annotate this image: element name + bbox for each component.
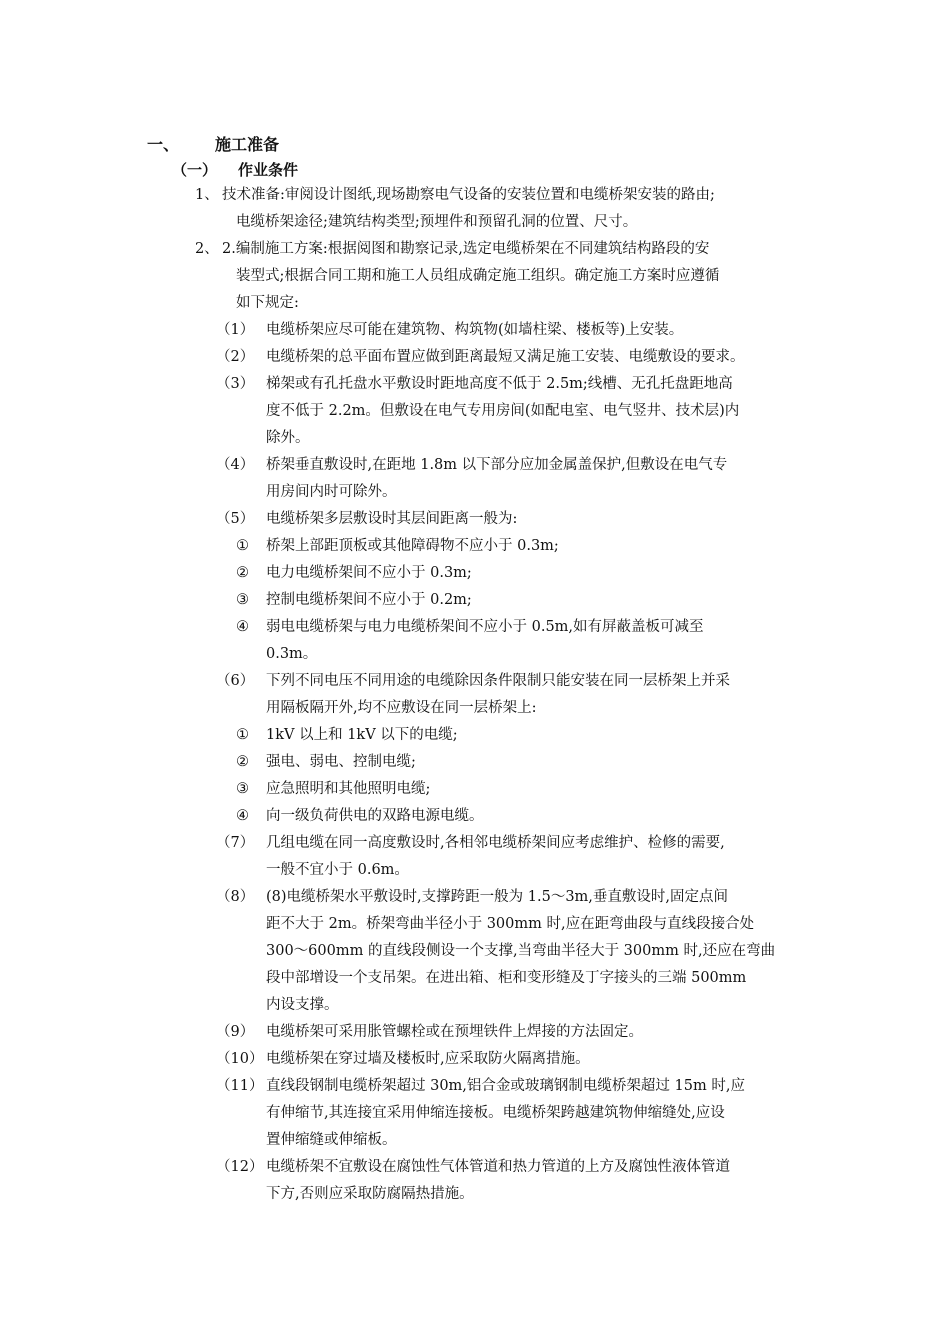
rule-line: 距不大于 2m。桥架弯曲半径小于 300mm 时,应在距弯曲段与直线段接合处 — [266, 916, 755, 932]
rule-marker: （3） — [216, 376, 255, 392]
rule-line: 电缆桥架在穿过墙及楼板时,应采取防火隔离措施。 — [266, 1051, 590, 1067]
rule-line: 梯架或有孔托盘水平敷设时距地高度不低于 2.5m;线槽、无孔托盘距地高 — [266, 376, 733, 392]
rule-marker: （10） — [216, 1051, 264, 1067]
list-item-marker: 2、 — [195, 241, 219, 257]
list-item-line: 2.编制施工方案:根据阅图和勘察记录,选定电缆桥架在不同建筑结构路段的安 — [222, 241, 710, 257]
sub-item-marker: ② — [236, 565, 249, 581]
rule-line: 有伸缩节,其连接宜采用伸缩连接板。电缆桥架跨越建筑物伸缩缝处,应设 — [266, 1105, 725, 1121]
heading-1-text: 施工准备 — [215, 135, 280, 154]
rule-line: 段中部增设一个支吊架。在进出箱、柜和变形缝及丁字接头的三端 500mm — [266, 970, 747, 986]
rule-line: 300～600mm 的直线段侧设一个支撑,当弯曲半径大于 300mm 时,还应在弯曲 — [266, 943, 776, 959]
sub-item-marker: ① — [236, 538, 249, 554]
list-item-marker: 1、 — [195, 187, 219, 203]
rule-line: 置伸缩缝或伸缩板。 — [266, 1132, 397, 1148]
sub-item-marker: ④ — [236, 808, 249, 824]
sub-item-marker: ① — [236, 727, 249, 743]
rule-marker: （12） — [216, 1159, 264, 1175]
list-item-line: 如下规定: — [236, 295, 299, 311]
sub-item-line: 0.3m。 — [266, 646, 318, 662]
rule-line: 电缆桥架不宜敷设在腐蚀性气体管道和热力管道的上方及腐蚀性液体管道 — [266, 1159, 730, 1175]
sub-item-marker: ③ — [236, 781, 249, 797]
rule-line: 电缆桥架多层敷设时其层间距离一般为: — [266, 511, 518, 527]
rule-line: 一般不宜小于 0.6m。 — [266, 862, 409, 878]
sub-item-line: 强电、弱电、控制电缆; — [266, 754, 416, 770]
rule-line: 度不低于 2.2m。但敷设在电气专用房间(如配电室、电气竖井、技术层)内 — [266, 403, 740, 419]
sub-item-line: 电力电缆桥架间不应小于 0.3m; — [266, 565, 472, 581]
rule-line: (8)电缆桥架水平敷设时,支撑跨距一般为 1.5～3m,垂直敷设时,固定点间 — [266, 889, 729, 905]
sub-item-line: 弱电电缆桥架与电力电缆桥架间不应小于 0.5m,如有屏蔽盖板可减至 — [266, 619, 704, 635]
list-item-line: 装型式;根据合同工期和施工人员组成确定施工组织。确定施工方案时应遵循 — [236, 268, 720, 284]
sub-item-line: 向一级负荷供电的双路电源电缆。 — [266, 808, 484, 824]
rule-line: 桥架垂直敷设时,在距地 1.8m 以下部分应加金属盖保护,但敷设在电气专 — [266, 457, 728, 473]
sub-item-marker: ② — [236, 754, 249, 770]
rule-line: 下方,否则应采取防腐隔热措施。 — [266, 1186, 474, 1202]
rule-line: 除外。 — [266, 430, 310, 446]
rule-marker: （9） — [216, 1024, 255, 1040]
heading-1-marker: 一、 — [147, 135, 180, 154]
rule-line: 电缆桥架可采用胀管螺栓或在预埋铁件上焊接的方法固定。 — [266, 1024, 643, 1040]
rule-marker: （2） — [216, 349, 255, 365]
rule-line: 用隔板隔开外,均不应敷设在同一层桥架上: — [266, 700, 537, 716]
rule-marker: （11） — [216, 1078, 264, 1094]
heading-2-text: 作业条件 — [238, 161, 299, 179]
rule-line: 用房间内时可除外。 — [266, 484, 397, 500]
rule-marker: （1） — [216, 322, 255, 338]
rule-line: 直线段钢制电缆桥架超过 30m,铝合金或玻璃钢制电缆桥架超过 15m 时,应 — [266, 1078, 745, 1094]
rule-line: 电缆桥架应尽可能在建筑物、构筑物(如墙柱梁、楼板等)上安装。 — [266, 322, 684, 338]
sub-item-marker: ③ — [236, 592, 249, 608]
sub-item-line: 桥架上部距顶板或其他障碍物不应小于 0.3m; — [266, 538, 559, 554]
rule-line: 几组电缆在同一高度敷设时,各相邻电缆桥架间应考虑维护、检修的需要, — [266, 835, 725, 851]
sub-item-marker: ④ — [236, 619, 249, 635]
sub-item-line: 1kV 以上和 1kV 以下的电缆; — [266, 727, 458, 743]
rule-line: 内设支撑。 — [266, 997, 339, 1013]
rule-line: 下列不同电压不同用途的电缆除因条件限制只能安装在同一层桥架上并采 — [266, 673, 730, 689]
rule-marker: （4） — [216, 457, 255, 473]
list-item-line: 技术准备:审阅设计图纸,现场勘察电气设备的安装位置和电缆桥架安装的路由; — [222, 187, 715, 203]
rule-marker: （7） — [216, 835, 255, 851]
sub-item-line: 控制电缆桥架间不应小于 0.2m; — [266, 592, 472, 608]
rule-marker: （8） — [216, 889, 255, 905]
rule-line: 电缆桥架的总平面布置应做到距离最短又满足施工安装、电缆敷设的要求。 — [266, 349, 745, 365]
sub-item-line: 应急照明和其他照明电缆; — [266, 781, 431, 797]
rule-marker: （5） — [216, 511, 255, 527]
list-item-line: 电缆桥架途径;建筑结构类型;预埋件和预留孔洞的位置、尺寸。 — [236, 214, 638, 230]
heading-2-marker: （一） — [172, 161, 218, 179]
rule-marker: （6） — [216, 673, 255, 689]
